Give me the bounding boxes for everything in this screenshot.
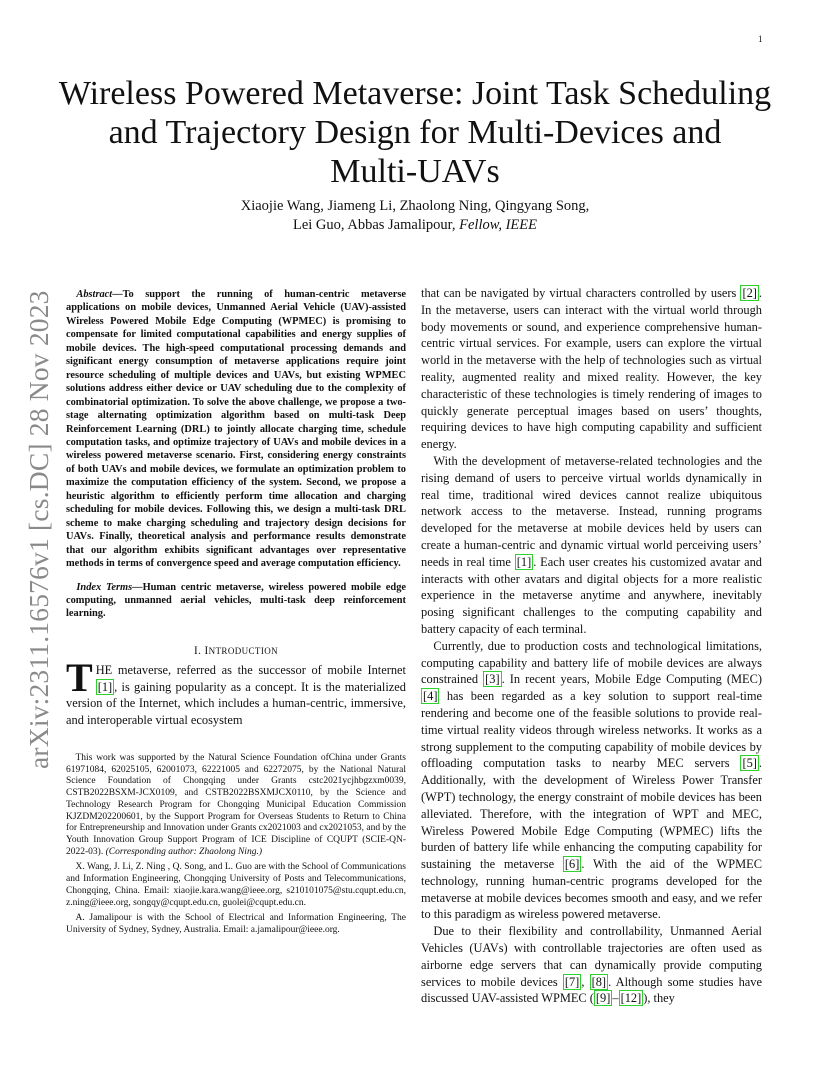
abstract-text: —To support the running of human-centric metaverse applications on mobile devices, Unmanned Aerial Vehicle (UAV)-assisted Wireless Powered Mobile Edge Computing (WPMEC) is promising to compensate for limited computational capabilities and energy supplies of mobile devices. The high-speed computational processing demands and significant energy consumption of metaverse applications require joint resource scheduling of multiple devices and UAVs, but existing WPMEC solutions address either device or UAV scheduling due to the complexity of combinatorial optimization. To solve the above challenge, we propose a two-stage alternating optimization algorithm based on multi-task Deep Reinforcement Learning (DRL) to jointly allocate charging time, schedule computation tasks, and optimize trajectory of UAVs and mobile devices in a wireless powered metaverse scenario. First, considering energy constraints of both UAVs and mobile devices, we formulate an optimization problem to maximize the computation efficiency of the system. Second, we propose a heuristic algorithm to efficiently perform time allocation and charging scheduling for mobile devices. Following this, we design a multi-task DRL scheme to make charging scheduling and trajectory design decisions for UAVs. Finally, theoretical analysis and performance results demonstrate that our algorithm exhibits significant advantages over representative methods in terms of convergence speed and average computation efficiency.: [66, 289, 406, 570]
arxiv-stamp: arXiv:2311.16576v1 [cs.DC] 28 Nov 2023: [23, 290, 54, 769]
title-line: and Trajectory Design for Multi-Devices and: [108, 114, 722, 151]
body-text: ), they: [643, 991, 675, 1006]
body-paragraph: [421, 923, 762, 1007]
footnote-funding-text: This work was supported by the Natural Science Foundation ofChina under Grants 61971084, 62025105, 62001073, 62221005 and 62272075, by the National Natural Science Foundation of Chongqing under Grants cstc2021ycjhbgzxm0039, CSTB2022BSXM-JCX0109, and CSTB2022BSXMJCX0110, by the Science and Technology Research Program for Chongqing Municipal Education Commission KJZDM202200601, by the Support Program for Overseas Students to Return to China for Entrepreneurship and Innovation under Grants cx2021003 and cx2021053, and by the Youth Innovation Group Support Program of ICE Discipline of CQUPT (SCIE-QN-2022-03).: [66, 753, 406, 857]
citation-link[interactable]: [7]: [564, 974, 580, 989]
page-number: 1: [758, 34, 763, 44]
author-fellow: Fellow, IEEE: [459, 217, 537, 233]
footnotes: [66, 753, 406, 937]
intro-text-a: HE metaverse, referred as the successor of mobile Internet: [95, 662, 406, 677]
citation-link[interactable]: [1]: [516, 554, 532, 569]
title-line: Wireless Powered Metaverse: Joint Task Scheduling: [58, 75, 772, 112]
left-column: [66, 288, 406, 937]
index-terms-text: —Human centric metaverse, wireless powered mobile edge computing, unmanned aerial vehicles, multi-task deep reinforcement learning.: [66, 581, 406, 620]
body-paragraph: [421, 453, 762, 638]
right-column: [421, 285, 762, 1007]
footnote-affiliation-sydney: A. Jamalipour is with the School of Electrical and Information Engineering, The University of Sydney, Sydney, Australia. Email: a.jamalipour@ieee.org.: [66, 913, 406, 935]
authors-line2: Lei Guo, Abbas Jamalipour,: [292, 217, 456, 233]
intro-text-b: , is gaining popularity as a concept. It is the materialized version of the Internet, which includes a human-centric, immersive, and interoperable virtual ecosystem: [66, 679, 406, 728]
body-text: . Additionally, with the development of Wireless Power Transfer (WPT) technology, the energy constraint of mobile devices has been alleviated. Therefore, with the integration of WPT and MEC, Wireless Powered Mobile Edge Computing (WPMEC) lifts the burden of battery life while enhancing the computing capability for sustaining the metaverse: [421, 756, 762, 872]
citation-link[interactable]: [8]: [591, 974, 607, 989]
index-terms: [66, 581, 406, 621]
author-list: [150, 197, 680, 235]
body-text: . In recent years, Mobile Edge Computing (MEC): [501, 672, 762, 687]
index-terms-label: Index Terms: [76, 581, 133, 593]
drop-cap: T: [66, 654, 93, 700]
section-numeral: I.: [193, 644, 202, 657]
body-text: . Each user creates his customized avatar and interacts with other avatars and digital objects for a more realistic experience in the metaverse anytime and anywhere, inevitably posing significant challenges to the computing capability and battery capacity of each terminal.: [421, 554, 762, 636]
section-initial: I: [204, 644, 209, 657]
body-text: has been regarded as a key solution to support real-time rendering and become one of the feasible solutions to provide real-time virtual reality videos through wireless networks. It works as a strong supplement to the computing capability of mobile devices by offloading computation tasks to nearby MEC servers: [421, 689, 762, 771]
body-paragraph: [421, 638, 762, 924]
section-rest: NTRODUCTION: [208, 645, 279, 656]
abstract: [66, 288, 406, 571]
citation-link[interactable]: [12]: [620, 991, 642, 1006]
abstract-label: Abstract: [76, 289, 113, 300]
citation-link[interactable]: [1]: [97, 679, 113, 694]
body-text: . With the aid of the WPMEC technology, running human-centric programs developed for the metaverse at mobile devices becomes smooth and easy, and we refer to this paradigm as wireless powered metaverse.: [421, 857, 762, 922]
body-paragraph: [421, 285, 762, 453]
title-line: Multi-UAVs: [330, 153, 500, 190]
citation-link[interactable]: [6]: [564, 857, 580, 872]
section-heading-introduction: [66, 645, 406, 657]
body-text: ,: [581, 974, 590, 989]
footnote-funding: [66, 753, 406, 858]
citation-link[interactable]: [4]: [423, 689, 438, 704]
body-text: –: [612, 991, 619, 1006]
citation-link[interactable]: [5]: [742, 756, 757, 771]
body-text: . Although some studies have discussed UAV-assisted WPMEC (: [421, 974, 762, 1006]
footnote-affiliation-cqupt: X. Wang, J. Li, Z. Ning , Q. Song, and L. Guo are with the School of Communications and Information Engineering, Chongqing University of Posts and Telecommunications, Chongqing, China. Email: xiaojie.kara.wang@ieee.org, s210101075@stu.cqupt.edu.cn, z.ning@ieee.org, songqy@cqupt.edu.cn, guolei@cqupt.edu.cn.: [66, 862, 406, 908]
body-text: Currently, due to production costs and technological limitations, computing capability and battery life of mobile devices are always constrained: [421, 638, 762, 687]
intro-paragraph: [66, 654, 406, 729]
footnote-corresponding: (Corresponding author: Zhaolong Ning.): [105, 846, 262, 857]
citation-link[interactable]: [9]: [595, 991, 611, 1006]
body-text: With the development of metaverse-related technologies and the rising demand of users to perceive virtual worlds dynamically in real time, traditional wired devices cannot realize ubiquitous network access to the metaverse. Instead, running programs developed for the metaverse at mobile devices held by users can create a human-centric and dynamic virtual world perceiving users’ needs in real time: [421, 453, 762, 569]
citation-link[interactable]: [3]: [485, 672, 500, 687]
authors-line1: Xiaojie Wang, Jiameng Li, Zhaolong Ning, Qingyang Song,: [240, 198, 590, 214]
body-text: Due to their flexibility and controllability, Unmanned Aerial Vehicles (UAVs) with controllable trajectories are often used as airborne edge servers that can dynamically provide computing services to mobile devices: [421, 924, 762, 989]
body-text: . In the metaverse, users can interact with the virtual world through body movements or sound, and experience comprehensive human-centric virtual services. For example, users can explore the virtual world in the metaverse with the help of technologies such as virtual reality, augmented reality and mixed reality. However, the key characteristic of these technologies is timely rendering of images to quickly generate perceptual images based on users’ thoughts, requiring devices to have high computing capability and sufficient energy.: [421, 286, 762, 452]
body-text: that can be navigated by virtual characters controlled by users: [421, 286, 741, 300]
citation-link[interactable]: [2]: [742, 286, 757, 300]
paper-title: [50, 74, 780, 191]
